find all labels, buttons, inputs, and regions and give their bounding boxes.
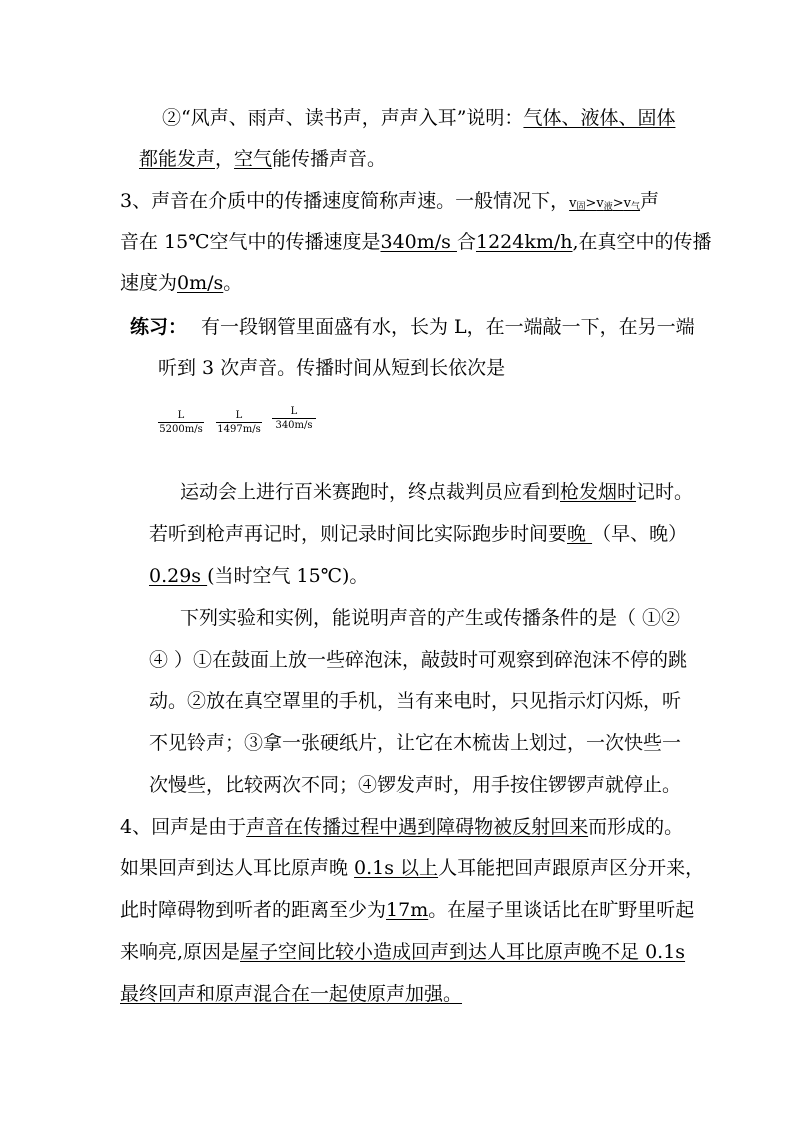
line-p1-1 [162,106,675,130]
text: （早、晚） [592,523,688,545]
underlined-answer: 17m [386,899,429,921]
underlined-answer: 空气 [234,148,273,170]
fraction-numerator: L [158,410,204,423]
text: 合 [456,231,476,253]
text: 。在屋子里谈话比在旷野里听起 [428,899,695,921]
line-p2-2 [120,230,712,254]
underlined-answer: 屋子空间比较小造成回声到达人耳比原声晚不足 0.1s [240,941,686,963]
text: 若听到枪声再记时，则记录时间比实际跑步时间要 [149,523,568,545]
line-p4-3 [149,689,681,713]
line-p3-1 [180,480,693,504]
fraction-numerator: L [272,406,316,419]
text: 有一段钢管里面盛有水，长为 L，在一端敲一下，在另一端 [201,316,695,338]
line-p5-1 [120,815,683,839]
line-p2-1 [120,189,659,219]
text: 4、回声是由于 [120,816,247,838]
text: 而形成的。 [588,816,684,838]
line-exercise-1 [130,315,695,339]
text: 动。②放在真空罩里的手机，当有来电时，只见指示灯闪烁，听 [149,690,682,712]
line-p4-5 [149,773,681,797]
fraction-water [216,410,262,435]
underlined-answer: 晚 [567,523,593,545]
line-exercise-2 [158,356,505,380]
text: ②“风声、雨声、读书声，声声入耳”说明： [162,107,524,129]
text: 记时。 [636,481,694,503]
text: 次慢些，比较两次不同；④锣发声时，用手按住锣锣声就停止。 [149,774,682,796]
fraction-denominator: 1497m/s [217,424,261,435]
text: 能传播声音。 [272,148,387,170]
fraction-numerator: L [216,410,262,423]
text: 人耳能把回声跟原声区分开来， [438,857,705,879]
text: 速度为 [120,272,178,294]
text: 。 [223,272,243,294]
fraction-denominator: 340m/s [275,420,313,431]
underlined-answer: 声音在传播过程中遇到障碍物被反射回来 [246,816,589,838]
underlined-answer: 0m/s [177,272,224,294]
line-p5-4 [120,940,685,964]
text: 来响亮,原因是 [120,941,241,963]
text: 不见铃声；③拿一张硬纸片，让它在木梳齿上划过，一次快些一 [149,732,682,754]
underlined-answer: 1224km/h [475,231,573,253]
underlined-answer: 340m/s [380,231,457,253]
text: 下列实验和实例，能说明声音的产生或传播条件的是（ ①② [180,607,681,629]
line-p4-4 [149,731,681,755]
text: 3、声音在介质中的传播速度简称声速。一般情况下， [120,190,570,212]
text: 运动会上进行百米赛跑时，终点裁判员应看到 [180,481,561,503]
text: 听到 3 次声音。传播时间从短到长依次是 [158,357,506,379]
text: ,在真空中的传播 [572,231,712,253]
text: ④ ）①在鼓面上放一些碎泡沫，敲鼓时可观察到碎泡沫不停的跳 [149,649,688,671]
line-p5-2 [120,856,704,880]
line-p2-3 [120,271,242,295]
text: 如果回声到达人耳比原声晚 [120,857,355,879]
text: 音在 15℃空气中的传播速度是 [120,231,381,253]
line-p3-2 [149,522,687,546]
speed-comparison: $v_固>v_液>v_气$ [569,196,641,212]
line-p4-1 [180,606,680,630]
underlined-answer: 都能发声 [139,148,216,170]
fraction-denominator: 5200m/s [159,424,203,435]
line-p3-3 [149,564,368,588]
underlined-answer: 气体、液体、固体 [523,107,676,129]
fraction-steel [158,410,204,435]
line-p1-2 [139,147,386,171]
text: (当时空气 15℃)。 [207,565,369,587]
line-p5-3 [120,898,694,922]
text: ， [215,148,235,170]
underlined-answer: 0.29s [149,565,208,587]
fraction-air [272,406,316,431]
underlined-answer: 0.1s 以上 [354,857,439,879]
line-p5-5 [120,982,462,1006]
text: 此时障碍物到听者的距离至少为 [120,899,387,921]
exercise-label: 练习： [130,316,188,338]
text: 声 [640,190,660,212]
underlined-answer: 枪发烟时 [560,481,637,503]
line-p4-2 [149,648,687,672]
underlined-answer: 最终回声和原声混合在一起使原声加强。 [120,983,463,1005]
